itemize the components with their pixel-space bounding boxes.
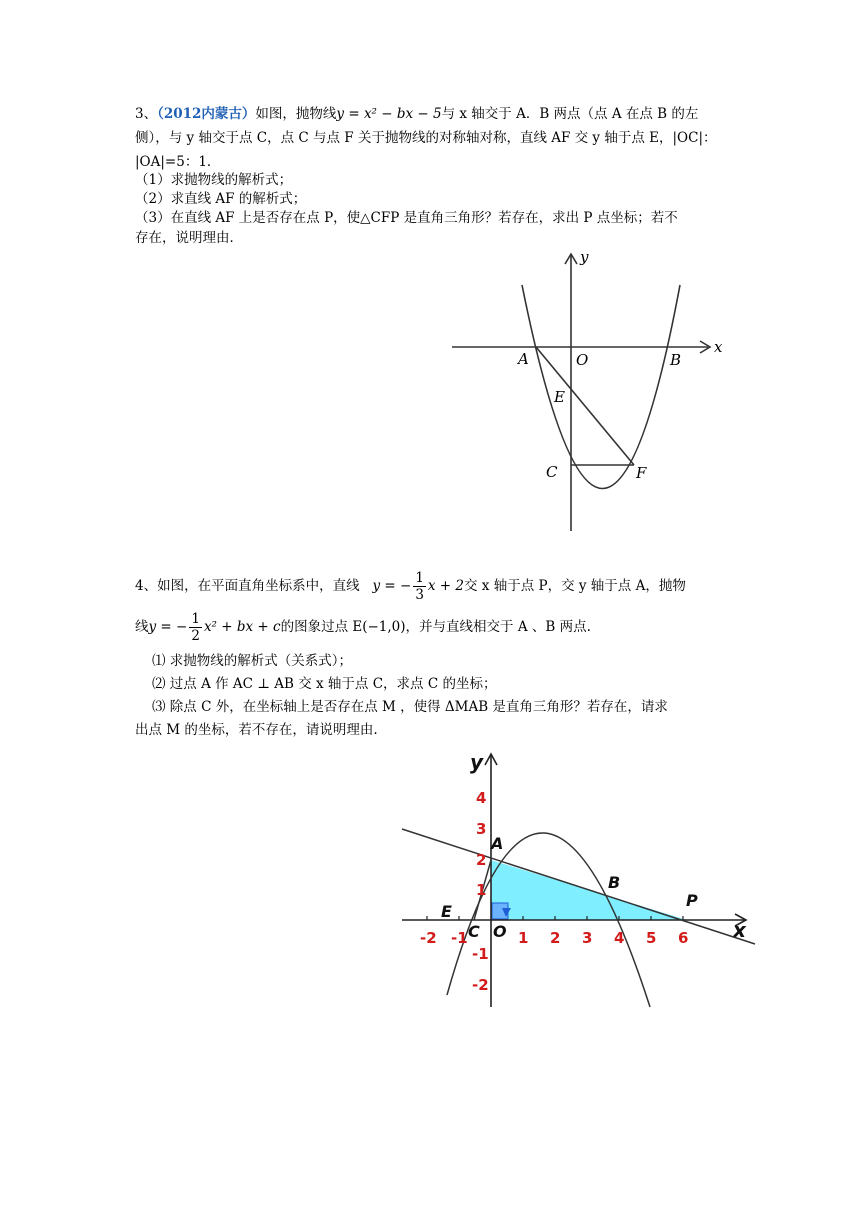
p4-line2 xyxy=(135,609,591,645)
p3-source: （2012内蒙古） xyxy=(157,106,256,122)
p3-y-label: y xyxy=(580,248,589,266)
p4-y-tick-1: 1 xyxy=(476,881,487,899)
p3-line1-b: 与 x 轴交于 A．B 两点（点 A 在点 B 的左 xyxy=(441,106,699,122)
p4-y-tick-4: 4 xyxy=(476,789,487,807)
p4-x-tick-5: 5 xyxy=(646,929,657,947)
p4-label-b: B xyxy=(608,873,621,892)
p4-label-o: O xyxy=(493,922,507,941)
p3-label-c: C xyxy=(546,463,558,481)
p4-intro-b: 交 x 轴于点 P，交 y 轴于点 A，抛物 xyxy=(464,578,686,594)
p4-label-a: A xyxy=(491,834,504,853)
p4-q3-b: 出点 M 的坐标，若不存在，请说明理由. xyxy=(135,722,378,738)
p3-line1-a: 如图，抛物线 xyxy=(255,106,337,122)
p4-line2-b: 的图象过点 E(−1,0)，并与直线相交于 A 、B 两点. xyxy=(280,619,591,635)
p4-intro: 如图，在平面直角坐标系中，直线 xyxy=(157,578,360,594)
p3-label-a: A xyxy=(518,350,529,368)
p4-line-ap xyxy=(402,829,755,944)
p4-parab-prefix: y = − xyxy=(148,619,188,635)
p4-label-p: P xyxy=(686,891,698,910)
p4-number: 4、 xyxy=(135,578,158,594)
p3-label-e: E xyxy=(554,388,565,406)
p3-figure xyxy=(440,245,730,535)
p4-parab-suffix: x² + bx + c xyxy=(203,619,281,635)
p3-equation: y = x² − bx − 5 xyxy=(336,106,442,122)
p4-parab-num: 1 xyxy=(191,611,200,627)
p4-q3-a: ⑶ 除点 C 外，在坐标轴上是否存在点 M ，使得 ΔMAB 是直角三角形？若存在，请求 xyxy=(152,699,668,715)
p4-q1: ⑴ 求抛物线的解析式（关系式）； xyxy=(152,653,353,669)
p4-x-tick-3: 3 xyxy=(582,929,593,947)
p4-x-tick-4: 4 xyxy=(614,929,625,947)
p4-x-label: x xyxy=(733,918,746,942)
p4-x-tick-neg2: -2 xyxy=(420,929,437,947)
p4-parab-fraction xyxy=(189,611,202,644)
p3-line1 xyxy=(135,104,698,124)
p4-y-label: y xyxy=(470,750,484,774)
p4-y-tick-3: 3 xyxy=(476,820,487,838)
p3-parabola xyxy=(522,285,680,489)
p4-parab-den: 2 xyxy=(191,628,200,644)
p4-line1 xyxy=(135,568,686,604)
p4-line-eq-den: 3 xyxy=(415,587,424,603)
p3-label-b: B xyxy=(670,351,682,369)
p3-x-label: x xyxy=(714,338,723,356)
p4-x-tick-neg1: -1 xyxy=(451,929,468,947)
p3-line2: 侧），与 y 轴交于点 C，点 C 与点 F 关于抛物线的对称轴对称，直线 AF 交 y 轴于点 E，|OC|： xyxy=(135,130,717,146)
p4-q2: ⑵ 过点 A 作 AC ⊥ AB 交 x 轴于点 C，求点 C 的坐标； xyxy=(152,676,497,692)
p3-q3-b: 存在，说明理由． xyxy=(135,230,243,246)
p4-y-tick-2: 2 xyxy=(476,851,487,869)
p3-q2: （2）求直线 AF 的解析式； xyxy=(135,191,307,207)
p3-q3-a: （3）在直线 AF 上是否存在点 P，使△CFP 是直角三角形？若存在，求出 P 点坐标；若不 xyxy=(135,210,678,226)
p4-line-eq-suffix: x + 2 xyxy=(427,578,465,594)
p3-q1: （1）求抛物线的解析式； xyxy=(135,172,293,188)
p3-label-f: F xyxy=(636,464,647,482)
p4-line-eq-prefix: y = − xyxy=(372,578,412,594)
p4-label-e: E xyxy=(441,902,452,921)
p4-line2-a: 线 xyxy=(135,619,149,635)
p4-y-tick-neg1: -1 xyxy=(472,945,489,963)
p4-x-tick-1: 1 xyxy=(518,929,529,947)
p4-label-c: C xyxy=(468,922,480,941)
p4-y-tick-neg2: -2 xyxy=(472,976,489,994)
p4-figure xyxy=(400,745,760,1010)
p4-line-eq-num: 1 xyxy=(415,570,424,586)
p3-label-o: O xyxy=(576,351,589,369)
p4-line-eq-fraction xyxy=(413,570,426,603)
p4-x-tick-2: 2 xyxy=(550,929,561,947)
p4-x-tick-6: 6 xyxy=(678,929,689,947)
p3-number: 3、 xyxy=(135,106,158,122)
p3-line3: |OA|=5：1． xyxy=(135,154,221,170)
